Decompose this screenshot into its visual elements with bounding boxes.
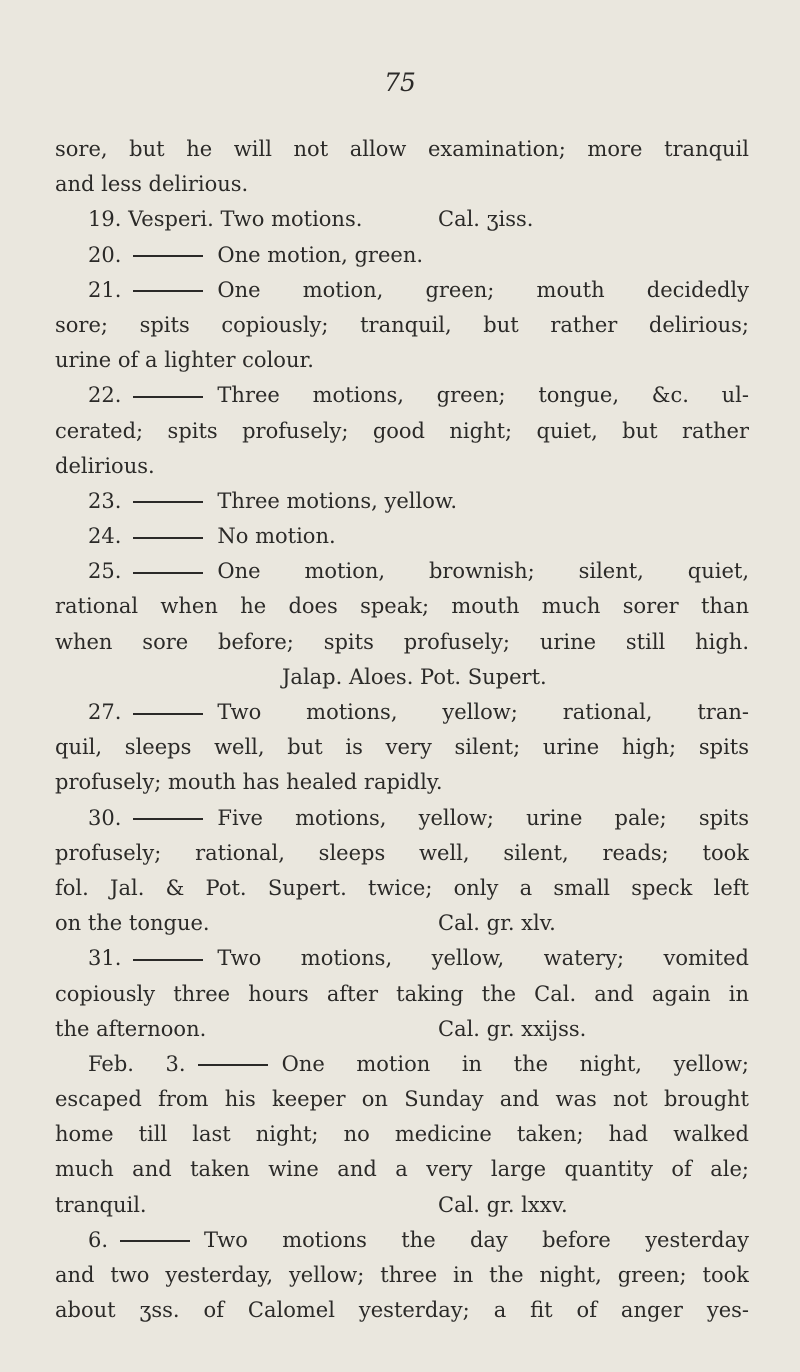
- entry-text: Three motions, green; tongue, &c. ul-: [217, 383, 749, 408]
- entry-line: [55, 941, 749, 976]
- ditto-dash: [133, 290, 203, 292]
- entry-text: on the tongue.: [55, 911, 210, 936]
- text-line: sore, but he will not allow examination; more tranquil: [55, 137, 749, 161]
- entry-text: Three motions, yellow.: [217, 488, 458, 513]
- entry-date: 31.: [88, 946, 122, 971]
- entry-text: One motion, brownish; silent, quiet,: [217, 559, 749, 584]
- text-line: and two yesterday, yellow; three in the night, green; took: [55, 1263, 749, 1287]
- entry-text: Two motions, yellow, watery; vomited: [217, 946, 749, 971]
- text-line: profusely; mouth has healed rapidly.: [55, 770, 443, 795]
- entry-line: [55, 554, 749, 589]
- entry-date: 30.: [88, 805, 122, 830]
- ditto-dash: [133, 501, 203, 503]
- ditto-dash: [133, 537, 203, 539]
- entry-line: [55, 906, 749, 941]
- text-line: urine of a lighter colour.: [55, 348, 314, 373]
- text-line: when sore before; spits profusely; urine still high.: [55, 629, 749, 654]
- text-line: about ʒss. of Calomel yesterday; a fit of anger yes-: [55, 1298, 749, 1323]
- entry-dose: Cal. gr. xlv.: [438, 911, 556, 936]
- text-line: quil, sleeps well, but is very silent; urine high; spits: [55, 735, 749, 760]
- entry-line: [55, 801, 749, 836]
- ditto-dash: [133, 255, 203, 257]
- entry-dose: Cal. gr. lxxv.: [438, 1192, 568, 1217]
- ditto-dash: [133, 959, 203, 961]
- entry-line: [55, 202, 749, 237]
- entry-date: 24.: [88, 524, 122, 549]
- entry-text: tranquil.: [55, 1192, 147, 1217]
- text-line: cerated; spits profusely; good night; quiet, but rather: [55, 418, 749, 443]
- entry-date: 6.: [88, 1227, 109, 1252]
- ditto-dash: [133, 396, 203, 398]
- entry-line: [55, 1188, 749, 1223]
- entry-text: No motion.: [217, 524, 336, 549]
- text-line: home till last night; no medicine taken; had walked: [55, 1122, 749, 1147]
- text-line: profusely; rational, sleeps well, silent, reads; took: [55, 840, 749, 865]
- entry-line: [55, 484, 749, 519]
- entry-date: 23.: [88, 488, 122, 513]
- entry-line: [55, 1012, 749, 1047]
- entry-date: 20.: [88, 242, 122, 267]
- prescription-line: Jalap. Aloes. Pot. Supert.: [282, 664, 547, 689]
- ditto-dash: [198, 1064, 268, 1066]
- text-line: escaped from his keeper on Sunday and was not brought: [55, 1087, 749, 1112]
- entry-dose: Cal. ʒiss.: [438, 207, 534, 232]
- ditto-dash: [120, 1240, 190, 1242]
- entry-text: Two motions the day before yesterday: [204, 1227, 749, 1252]
- entry-line: [55, 238, 749, 273]
- ditto-dash: [133, 818, 203, 820]
- text-line: delirious.: [55, 453, 155, 478]
- entry-dose: Cal. gr. xxijss.: [438, 1016, 587, 1041]
- entry-text: the afternoon.: [55, 1016, 207, 1041]
- ditto-dash: [133, 572, 203, 574]
- entry-date: 19. Vesperi.: [88, 207, 214, 232]
- entry-text: Five motions, yellow; urine pale; spits: [217, 805, 749, 830]
- entry-line: [55, 1047, 749, 1082]
- entry-line: [55, 378, 749, 413]
- entry-date: Feb. 3.: [88, 1051, 186, 1076]
- text-body: [55, 132, 749, 1328]
- text-line: rational when he does speak; mouth much sorer than: [55, 594, 749, 619]
- entry-date: 21.: [88, 277, 122, 302]
- entry-date: 22.: [88, 383, 122, 408]
- entry-text: One motion in the night, yellow;: [281, 1051, 749, 1076]
- entry-line: [55, 1223, 749, 1258]
- text-line: sore; spits copiously; tranquil, but rather delirious;: [55, 312, 749, 337]
- entry-line: [55, 695, 749, 730]
- entry-date: 25.: [88, 559, 122, 584]
- text-line: fol. Jal. & Pot. Supert. twice; only a small speck left: [55, 875, 749, 900]
- ditto-dash: [133, 713, 203, 715]
- entry-line: [55, 273, 749, 308]
- entry-text: One motion, green; mouth decidedly: [217, 277, 749, 302]
- entry-text: Two motions.: [220, 207, 363, 232]
- page-number: 75: [384, 68, 416, 97]
- entry-text: Two motions, yellow; rational, tran-: [217, 700, 749, 724]
- text-line: much and taken wine and a very large quantity of ale;: [55, 1157, 749, 1182]
- entry-date: 27.: [88, 700, 122, 724]
- text-line: and less delirious.: [55, 172, 249, 197]
- entry-text: One motion, green.: [217, 242, 424, 267]
- entry-line: [55, 519, 749, 554]
- text-line: copiously three hours after taking the Cal. and again in: [55, 981, 749, 1006]
